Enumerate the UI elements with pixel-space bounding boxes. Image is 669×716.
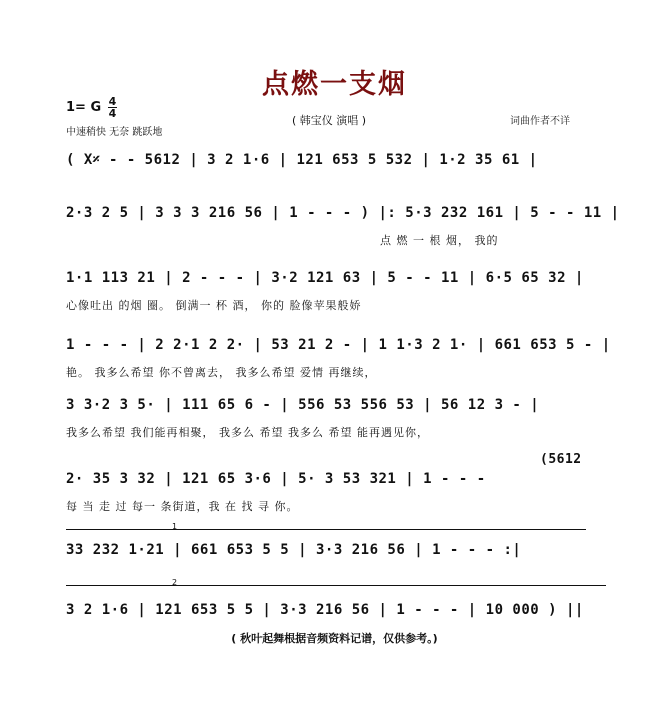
page-title: 点燃一支烟 — [262, 69, 407, 100]
lyrics-row-2: 点 燃 一 根 烟， 我的 — [380, 234, 499, 247]
notation-row-1: ( X𝄎 - - 5612 | 3 2 1·6 | 121 653 5 532 | 1·2 35 61 | — [66, 152, 538, 168]
time-signature-top: 4 — [108, 95, 117, 108]
notation-row-4: 1 - - - | 2 2·1 2 2· | 53 21 2 - | 1 1·3 2 1· | 661 653 5 - | — [66, 337, 611, 353]
volta-1-number: 1 — [172, 522, 178, 531]
time-signature-bottom: 4 — [108, 107, 117, 120]
composer-credit: 词曲作者不详 — [510, 116, 570, 127]
lyrics-row-5: 我多么希望 我们能再相聚， 我多么 希望 我多么 希望 能再遇见你， — [66, 426, 429, 439]
notation-row-7: 33 232 1·21 | 661 653 5 5 | 3·3 216 56 | 1 - - - :| — [66, 542, 522, 558]
time-signature — [108, 96, 117, 119]
tempo-marking: 中速稍快 无奈 跳跃地 — [66, 127, 163, 138]
volta-1-bracket — [66, 529, 586, 531]
notation-row-2: 2·3 2 5 | 3 3 3 216 56 | 1 - - - ) |: 5·3 232 161 | 5 - - 11 | — [66, 205, 620, 221]
transcription-note: ( 秋叶起舞根据音频资料记谱，仅供参考。) — [231, 632, 438, 645]
notation-row-3: 1·1 113 21 | 2 - - - | 3·2 121 63 | 5 - - 11 | 6·5 65 32 | — [66, 270, 584, 286]
pickup-notes: (5612 — [540, 452, 582, 467]
volta-2-number: 2 — [172, 578, 178, 587]
lyrics-row-3: 心像吐出 的烟 圈。 倒满一 杯 酒， 你的 脸像苹果般娇 — [66, 299, 362, 312]
volta-2-bracket — [66, 585, 606, 587]
lyrics-row-4: 艳。 我多么希望 你不曾离去， 我多么希望 爱情 再继续， — [66, 366, 377, 379]
notation-row-5: 3 3·2 3 5· | 111 65 6 - | 556 53 556 53 | 56 12 3 - | — [66, 397, 540, 413]
key-signature: 1= G — [66, 100, 102, 115]
singer-credit: ( 韩宝仪 演唱 ) — [292, 114, 367, 127]
notation-row-8: 3 2 1·6 | 121 653 5 5 | 3·3 216 56 | 1 - - - | 10 000 ) || — [66, 602, 584, 618]
notation-row-6: 2· 35 3 32 | 121 65 3·6 | 5· 3 53 321 | 1 - - - — [66, 471, 486, 487]
lyrics-row-6: 每 当 走 过 每一 条街道，我 在 找 寻 你。 — [66, 500, 299, 513]
